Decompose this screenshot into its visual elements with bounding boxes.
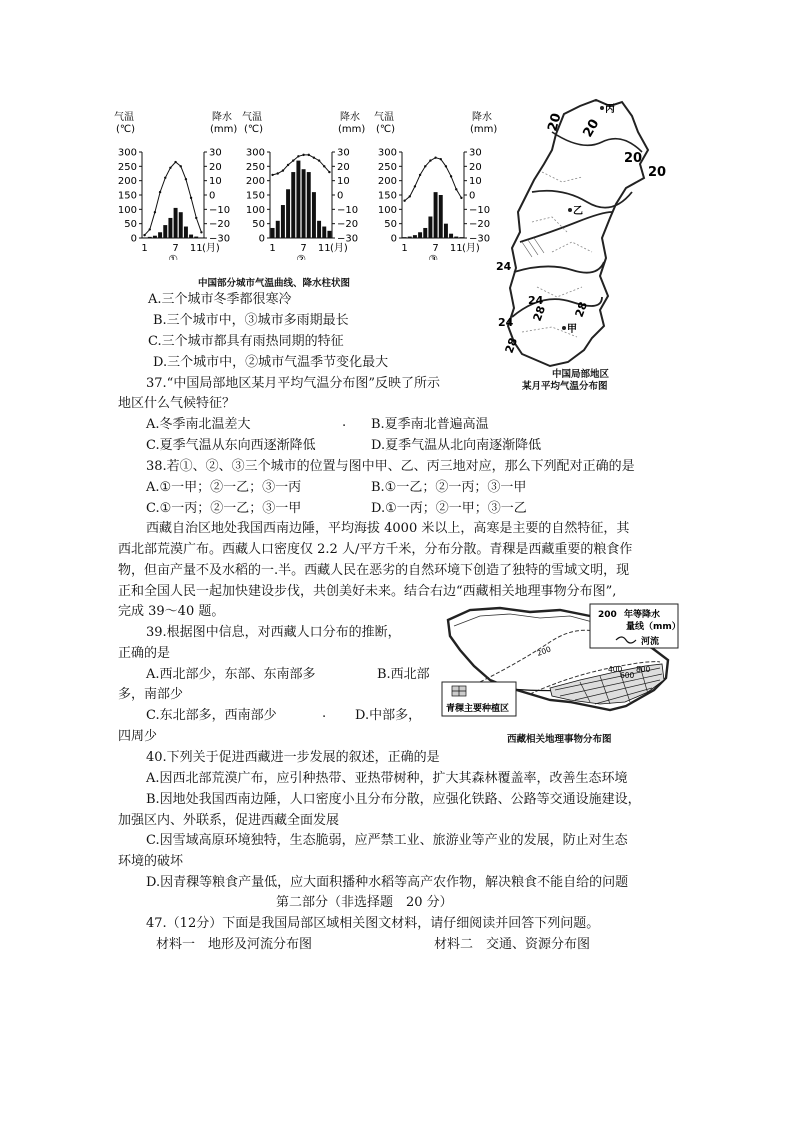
temp-point [434,157,436,159]
temp-axis-unit: (℃) [244,124,264,135]
right-tick-label: 30 [469,147,482,159]
x-tick-label: 1 [141,243,148,254]
right-tick-label: 20 [209,161,222,173]
temp-point [200,231,202,233]
q39-stem-line2: 正确的是 [118,646,171,661]
precip-bar [413,235,417,238]
legend-isohyet-text: 年等降水 [624,610,661,620]
q38-option-d: D.①一丙；②一甲；③一乙 [371,501,527,516]
temp-axis-label: 气温 [114,112,134,123]
passage-line-1: 西藏自治区地处我国西南边陲，平均海拔 4000 米以上，高寒是主要的自然特征，其 [146,521,630,536]
isotherm-label: 28 [502,336,521,356]
left-tick-label: 50 [384,219,397,231]
left-tick-label: 100 [245,204,265,216]
passage-line-3: 物，但亩产量不及水稻的一.半。西藏人民在恶劣的自然环境下创造了独特的雪域文明，现 [118,563,630,578]
climate-chart-1 [112,110,242,264]
left-tick-label: 200 [117,176,137,188]
left-tick-label: 100 [377,204,397,216]
x-unit-label: (月) [462,243,480,254]
left-tick-label: 300 [117,147,137,159]
china-map-caption-line1: 中国局部地区 [552,369,610,380]
q40-option-b-line1: B.因地处我国西南边陲，人口密度小且分布分散，应强化铁路、公路等交通设施建设， [146,792,641,807]
isotherm-line [520,212,612,242]
q47-material2: 材料二 交通、资源分布图 [434,937,591,952]
q36-option-c: C.三个城市都具有雨热同期的特征 [148,334,344,349]
q39-option-c: C.东北部多，西南部少 [146,708,277,723]
temp-point [159,191,161,193]
precip-bar [153,236,157,238]
chart-number: ① [168,253,178,260]
q37-option-d: D.夏季气温从北向南逐渐降低 [371,438,542,453]
part2-heading: 第二部分（非选择题 20 分） [276,895,453,910]
temp-point [302,154,304,156]
q47-stem: 47.（12分）下面是我国局部区域相关图文材料，请仔细阅读并回答下列问题。 [146,916,600,931]
q37-stem-line1: 37.“中国局部地区某月平均气温分布图”反映了所示 [146,376,440,391]
left-tick-label: 150 [245,190,265,202]
precip-bar [444,224,448,238]
right-tick-label: 0 [337,190,344,202]
place-dot-yi [568,208,572,212]
temp-point [450,175,452,177]
temp-point [169,167,171,169]
q38-option-b: B.①一乙；②一丙；③一甲 [371,480,527,495]
chart-number: ③ [428,253,438,260]
temp-point [297,155,299,157]
isotherm-label: 20 [580,116,603,140]
temp-point [149,228,151,230]
left-tick-label: 150 [117,190,137,202]
temp-point [143,234,145,236]
precip-bar [271,228,275,238]
precip-bar [408,237,412,238]
temp-point [308,154,310,156]
temp-point [164,177,166,179]
right-tick-label: 0 [469,190,476,202]
temp-axis-label: 气温 [242,112,262,123]
x-tick-label: 7 [300,243,307,254]
q40-option-c-line1: C.因雪域高原环境独特，生态脆弱，应严禁工业、旅游业等产业的发展，防止对生态 [146,833,628,848]
climate-chart-svg [372,110,502,260]
tibet-map-caption: 西藏相关地理事物分布图 [507,734,612,745]
temp-point [282,169,284,171]
temp-point [174,161,176,163]
x-tick-label: 1 [401,243,408,254]
left-tick-label: 0 [130,233,137,245]
temp-point [403,200,405,202]
right-tick-label: 10 [209,176,222,188]
left-tick-label: 300 [245,147,265,159]
right-tick-label: −10 [209,204,231,216]
q39-stem-line1: 39.根据图中信息，对西藏人口分布的推断， [146,625,401,640]
x-tick-label: 7 [432,243,439,254]
x-tick-label: 7 [172,243,179,254]
climate-chart-svg [112,110,242,260]
passage-line-5: 完成 39～40 题。 [118,604,225,619]
right-tick-label: −10 [469,204,491,216]
isotherm-label: 20 [545,111,565,134]
q36-option-a: A.三个城市冬季都很寒冷 [148,292,292,307]
q37-option-c: C.夏季气温从东向西逐渐降低 [146,438,316,453]
precip-bar [163,225,167,238]
precip-bar [276,221,280,238]
legend-isohyet-text2: 量线（mm） [626,622,680,632]
precip-bar [302,169,306,238]
right-tick-label: −20 [337,219,359,231]
q39-option-d-line1: D.中部多， [355,708,422,723]
temp-point [424,165,426,167]
temp-point [271,174,273,176]
temp-point [409,195,411,197]
temp-axis-unit: (℃) [116,124,136,135]
precip-bar [148,237,152,238]
isotherm-line [552,132,642,152]
right-tick-label: 10 [337,176,350,188]
q37-stem-line2: 地区什么气候特征？ [118,396,236,411]
temp-point [277,172,279,174]
left-tick-label: 150 [377,190,397,202]
legend-barley-label: 青稞主要种植区 [446,704,510,714]
precip-bar [317,221,321,238]
precip-bar [179,212,183,238]
left-tick-label: 200 [377,176,397,188]
map-outline [508,100,648,366]
precip-axis-unit: (mm) [338,124,366,135]
temp-point [185,178,187,180]
precip-bar [194,237,198,238]
temp-point [328,171,330,173]
isotherm-line [514,262,604,273]
q38-option-c: C.①一丙；②一乙；③一甲 [146,501,302,516]
place-label-yi: 乙 [573,206,583,217]
passage-line-2: 西北部荒漠广布。西藏人口密度仅 2.2 人/平方千米，分布分散。青稞是西藏重要的粮食作 [118,542,633,557]
temp-point [429,159,431,161]
place-dot-jia [562,326,566,330]
left-tick-label: 50 [124,219,137,231]
chart-number: ② [296,253,306,260]
precip-bar [189,235,193,238]
precip-bar [423,228,427,238]
precip-axis-label: 降水 [212,112,232,123]
q36-option-b: B.三个城市中，③城市多雨期最长 [153,313,349,328]
left-tick-label: 0 [258,233,265,245]
temp-point [455,188,457,190]
climate-chart-2 [240,110,370,264]
q38-option-a: A.①一甲；②一乙；③一丙 [146,480,302,495]
precip-bar [286,189,290,238]
right-tick-label: 30 [337,147,350,159]
china-map-caption-line2: 某月平均气温分布图 [522,381,608,392]
climate-chart-3 [372,110,502,264]
temp-point [287,164,289,166]
temp-line [145,162,202,235]
left-tick-label: 250 [245,161,265,173]
temp-point [440,158,442,160]
precip-bar [174,208,178,238]
precip-axis-unit: (mm) [210,124,238,135]
precip-bar [158,232,162,238]
temp-point [445,165,447,167]
x-tick-label: 11 [449,243,463,254]
q39-option-b-line2: 多，南部少 [118,687,184,702]
q37-dot: . [342,415,347,430]
right-tick-label: 30 [209,147,222,159]
passage-line-4: 正和全国人民一起加快建设步伐，共创美好未来。结合右边“西藏相关地理事物分布图”, [118,584,617,599]
right-tick-label: 20 [337,161,350,173]
legend-river-label: 河流 [641,637,660,647]
temp-point [323,165,325,167]
left-tick-label: 250 [117,161,137,173]
temp-axis-unit: (℃) [376,124,396,135]
precip-bar [281,205,285,238]
left-tick-label: 0 [390,233,397,245]
right-tick-label: −20 [469,219,491,231]
precip-bar [322,227,326,238]
precip-bar [439,195,443,238]
precip-bar [418,232,422,238]
isohyet-label: 600 [620,671,635,680]
temp-line [273,155,330,175]
precip-bar [307,172,311,238]
precip-bar [428,217,432,239]
left-tick-label: 200 [245,176,265,188]
temp-point [180,165,182,167]
x-tick-label: 11 [317,243,331,254]
temp-point [313,157,315,159]
q36-option-d: D.三个城市中，②城市气温季节变化最大 [153,355,389,370]
precip-axis-label: 降水 [340,112,360,123]
precip-bar [291,172,295,238]
temp-point [190,197,192,199]
right-tick-label: −30 [209,233,231,245]
climate-charts-caption: 中国部分城市气温曲线、降水柱状图 [198,278,351,289]
isotherm-label: 24 [498,316,514,329]
isotherm-label: 24 [528,294,544,307]
china-temperature-map [492,92,672,396]
left-tick-label: 100 [117,204,137,216]
place-label-jia: 甲 [567,324,577,335]
temp-line [405,158,462,201]
climate-chart-svg [240,110,370,260]
precip-bar [168,218,172,238]
precip-bar [327,231,331,238]
temp-point [419,174,421,176]
right-tick-label: −20 [209,219,231,231]
right-tick-label: 0 [209,190,216,202]
left-tick-label: 300 [377,147,397,159]
isohyet-label: 400 [608,665,623,674]
temp-axis-label: 气温 [374,112,394,123]
temp-point [195,217,197,219]
x-unit-label: (月) [202,243,220,254]
precip-bar [434,192,438,238]
isotherm-label: 24 [496,260,512,273]
q37-option-b: B.夏季南北普遍高温 [371,417,489,432]
precip-bar [449,234,453,238]
isotherm-label: 28 [572,300,591,320]
left-tick-label: 50 [252,219,265,231]
precip-bar [459,237,463,238]
q39-option-b-line1: B.西北部 [377,667,430,682]
q40-option-b-line2: 加强区内、外联系，促进西藏全面发展 [118,813,340,828]
place-dot-bing [600,106,604,110]
place-label-bing: 丙 [605,104,615,115]
legend-isohyet-value: 200 [598,610,617,620]
temp-point [460,197,462,199]
q40-option-d: D.因青稞等粮食产量低，应大面积播种水稻等高产农作物，解决粮食不能自给的问题 [146,875,629,890]
isotherm-label: 20 [648,165,667,180]
right-tick-label: 20 [469,161,482,173]
tibet-map [440,602,680,732]
right-tick-label: −10 [337,204,359,216]
isotherm-label: 28 [530,304,549,324]
precip-bar [143,237,147,238]
q39-dot: . [322,706,327,721]
isohyet-label: 800 [636,665,651,674]
q47-material1: 材料一 地形及河流分布图 [156,937,313,952]
temp-point [292,159,294,161]
q39-option-d-line2: 四周少 [118,729,158,744]
temp-point [318,159,320,161]
precip-bar [312,192,316,238]
precip-bar [403,237,407,238]
q38-stem: 38.若①、②、③三个城市的位置与图中甲、乙、丙三地对应，那么下列配对正确的是 [146,459,635,474]
precip-bar [454,237,458,238]
right-tick-label: −30 [469,233,491,245]
isotherm-label: 20 [624,151,643,166]
temp-point [154,211,156,213]
precip-bar [296,161,300,238]
precip-bar [199,237,203,238]
q40-stem: 40.下列关于促进西藏进一步发展的叙述，正确的是 [146,750,440,765]
x-tick-label: 11 [189,243,203,254]
q39-option-a: A.西北部少，东部、东南部多 [146,667,316,682]
precip-axis-label: 降水 [472,112,492,123]
x-tick-label: 1 [269,243,276,254]
precip-bar [184,227,188,238]
q37-option-a: A.冬季南北温差大 [146,417,251,432]
precip-axis-unit: (mm) [470,124,498,135]
temp-point [414,185,416,187]
right-tick-label: −30 [337,233,359,245]
q40-option-c-line2: 环境的破坏 [118,854,184,869]
isohyet-label: 200 [535,644,553,658]
left-tick-label: 250 [377,161,397,173]
q40-option-a: A.因西北部荒漠广布，应引种热带、亚热带树种，扩大其森林覆盖率，改善生态环境 [146,771,628,786]
x-unit-label: (月) [330,243,348,254]
right-tick-label: 10 [469,176,482,188]
